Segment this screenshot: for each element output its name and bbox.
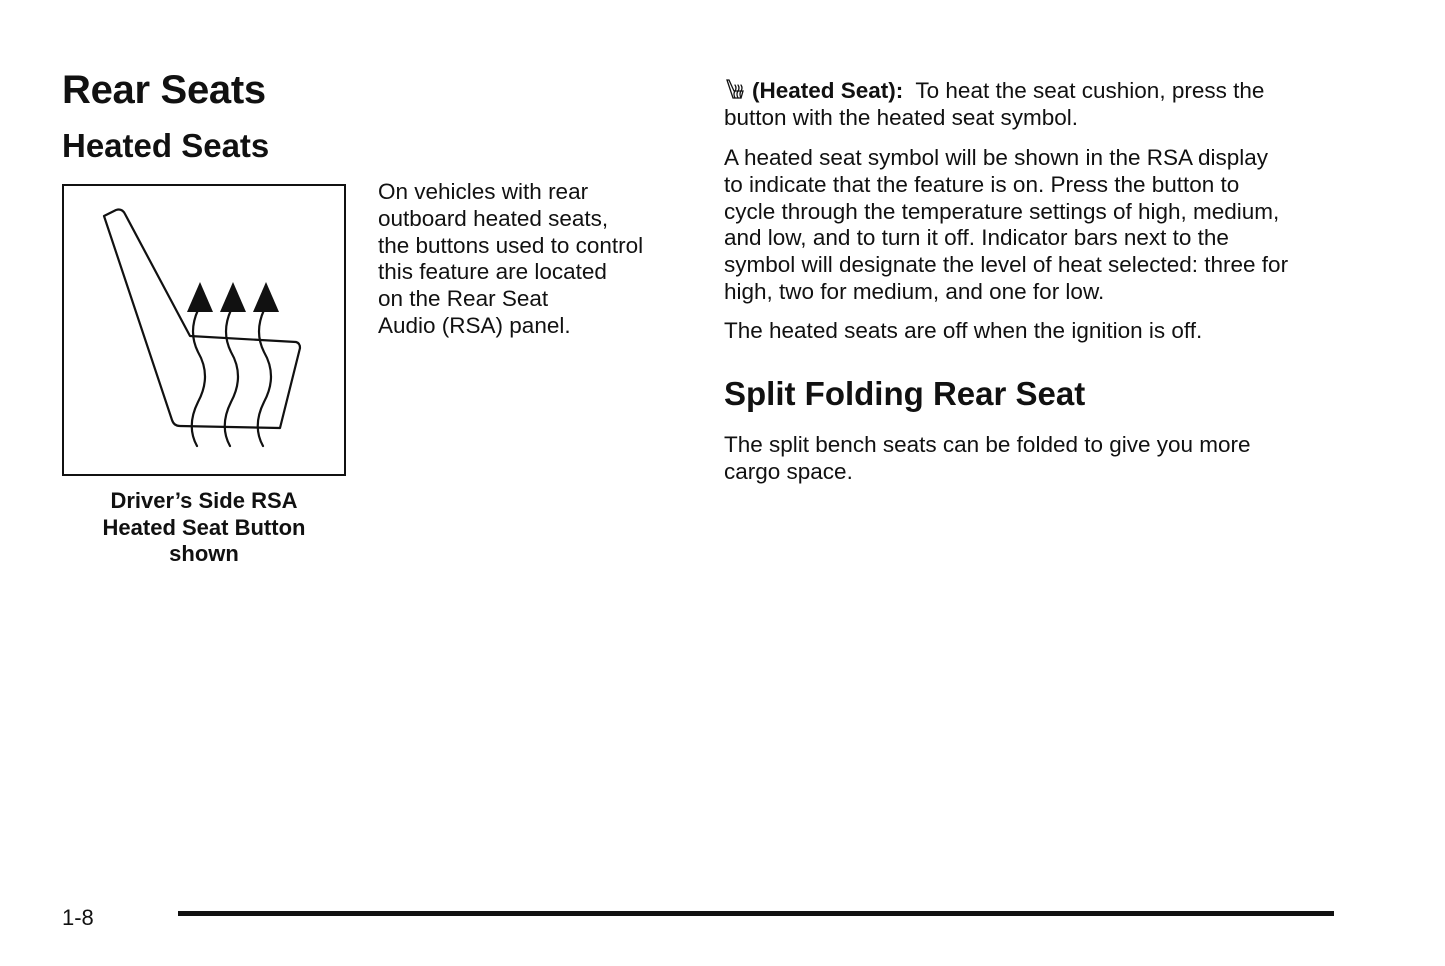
intro-line: On vehicles with rear <box>378 179 589 204</box>
split-folding-paragraph <box>724 432 1344 486</box>
heated-seat-term: (Heated Seat): <box>752 78 904 103</box>
intro-line: the buttons used to control <box>378 232 644 258</box>
intro-line: outboard heated seats, <box>378 205 609 231</box>
page-title: Rear Seats <box>62 68 266 112</box>
caption-line: Heated Seat Button <box>102 514 306 540</box>
caption-line: Driver’s Side RSA <box>110 488 298 513</box>
intro-line: this feature are located <box>378 259 607 285</box>
paragraph-line: The split bench seats can be folded to give you more <box>724 432 1251 457</box>
footer-rule <box>178 911 1334 916</box>
description-second-line: button with the heated seat symbol. <box>724 104 1078 130</box>
figure-caption <box>62 488 346 568</box>
description-text: To heat the seat cushion, press the <box>915 78 1265 103</box>
paragraph-line: cargo space. <box>724 458 853 484</box>
ignition-note-text: The heated seats are off when the ignition is off. <box>724 318 1203 343</box>
heated-seat-icon <box>64 186 344 474</box>
heated-symbol-paragraph <box>724 145 1344 306</box>
heated-seat-symbol-icon <box>724 78 746 100</box>
caption-line: shown <box>169 541 239 566</box>
heated-seats-intro <box>378 179 678 340</box>
paragraph-line: A heated seat symbol will be shown in the RSA display <box>724 145 1269 170</box>
description-first-line <box>724 78 1344 105</box>
heated-seat-button-description <box>724 78 1344 132</box>
page-number: 1-8 <box>62 905 94 930</box>
split-folding-heading: Split Folding Rear Seat <box>724 375 1086 412</box>
heated-seats-heading: Heated Seats <box>62 127 270 164</box>
paragraph-line: symbol will designate the level of heat selected: three for <box>724 252 1289 278</box>
ignition-note <box>724 318 1344 345</box>
paragraph-line: high, two for medium, and one for low. <box>724 278 1105 304</box>
intro-line: Audio (RSA) panel. <box>378 312 571 338</box>
paragraph-line: to indicate that the feature is on. Press the button to <box>724 171 1240 197</box>
heated-seat-figure <box>62 184 346 476</box>
paragraph-line: and low, and to turn it off. Indicator bars next to the <box>724 225 1229 251</box>
intro-line: on the Rear Seat <box>378 286 549 312</box>
paragraph-line: cycle through the temperature settings of high, medium, <box>724 198 1280 224</box>
